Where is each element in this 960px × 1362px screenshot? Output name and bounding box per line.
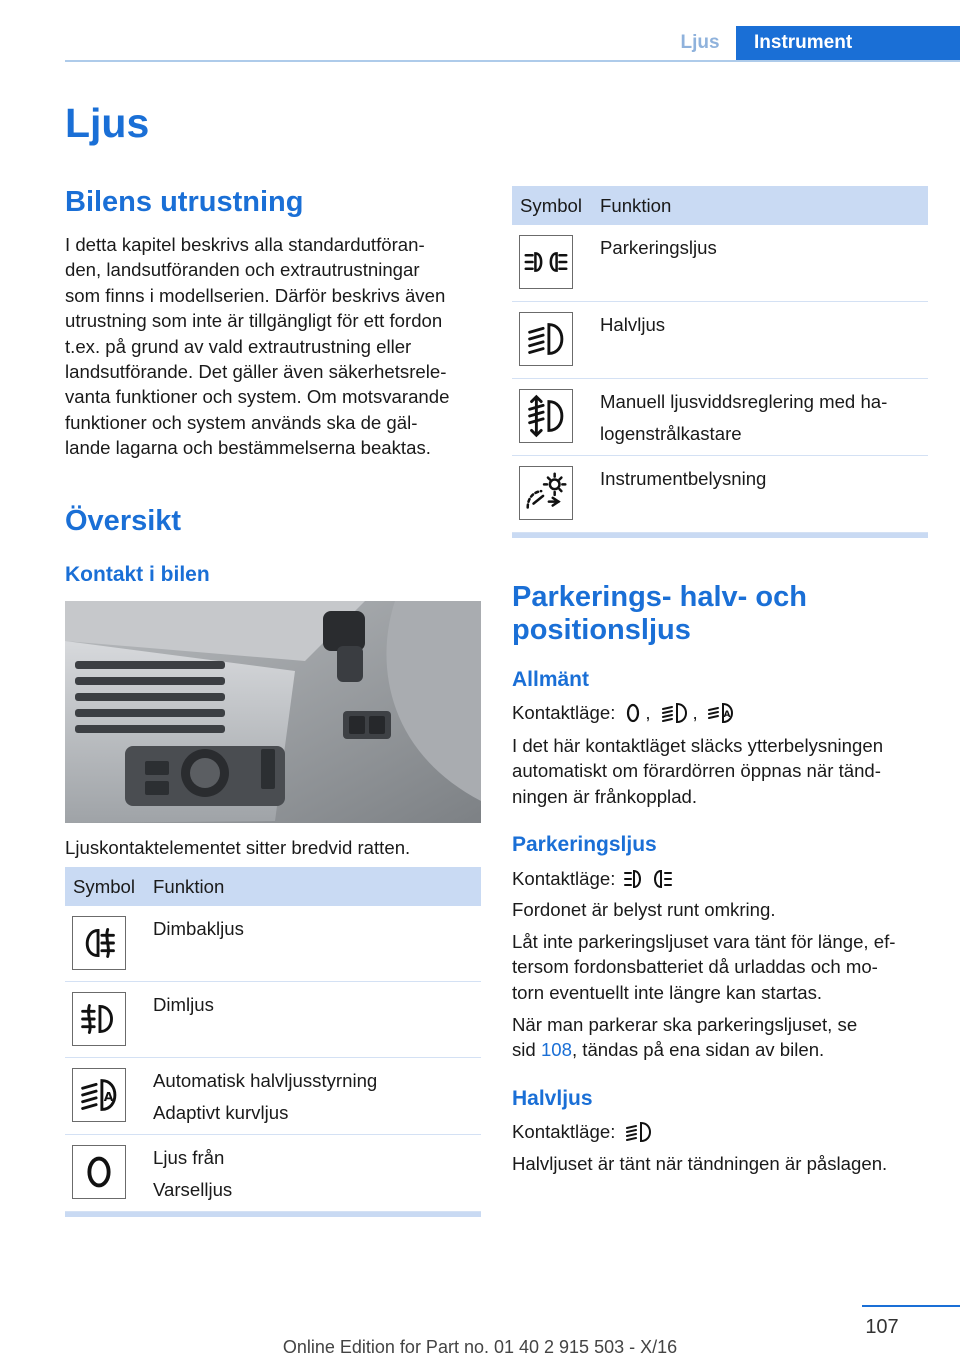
column-header-symbol: Symbol bbox=[73, 876, 136, 897]
equipment-line: t.ex. på grund av vald extrautrustning eller bbox=[65, 335, 412, 357]
function-text: logenstrålkastare bbox=[600, 423, 742, 444]
parking-section-heading-line: Parkerings- halv- och bbox=[512, 581, 807, 613]
page-number: 107 bbox=[865, 1316, 899, 1338]
low-beam-icon bbox=[519, 312, 573, 366]
low-beam-heading: Halvljus bbox=[512, 1087, 593, 1110]
equipment-line: I detta kapitel beskrivs alla standardutföran‐ bbox=[65, 234, 425, 255]
low-beam-line: Halvljuset är tänt när tändningen är påslagen. bbox=[512, 1153, 888, 1174]
parking-line: När man parkerar ska parkeringsljuset, se bbox=[512, 1014, 858, 1035]
header-chapter-tab: Instrument bbox=[736, 26, 960, 62]
switch-label: Kontaktläge: bbox=[512, 1121, 616, 1142]
front-fog-light-icon bbox=[72, 992, 126, 1046]
svg-text:A: A bbox=[103, 1088, 114, 1104]
general-switch-line bbox=[512, 700, 738, 725]
parking-section-heading-line: positionsljus bbox=[512, 614, 691, 646]
automatic-low-beam-icon bbox=[72, 1068, 126, 1122]
low-beam-icon bbox=[623, 1120, 655, 1144]
function-text: Dimbakljus bbox=[153, 918, 244, 939]
table-row bbox=[512, 379, 928, 456]
function-text: Instrumentbelysning bbox=[600, 468, 767, 489]
reference-suffix: , tändas på ena sidan av bilen. bbox=[571, 1039, 825, 1060]
edition-footer: Online Edition for Part no. 01 40 2 915 503 - X/16 bbox=[282, 1337, 678, 1357]
svg-text:A: A bbox=[723, 709, 731, 720]
function-text: Dimljus bbox=[153, 994, 214, 1015]
general-text bbox=[512, 733, 883, 809]
parking-line: tersom fordonsbatteriet då urladdas och mo‐ bbox=[512, 956, 878, 978]
rear-fog-light-icon bbox=[72, 916, 126, 970]
lights-off-icon bbox=[623, 701, 643, 725]
automatic-low-beam-icon bbox=[706, 701, 736, 725]
lights-off-icon bbox=[72, 1145, 126, 1199]
table-row bbox=[65, 906, 481, 982]
function-text: Varselljus bbox=[153, 1179, 233, 1200]
parking-lights-icon bbox=[519, 235, 573, 289]
photo-caption: Ljuskontaktelementet sitter bredvid ratten. bbox=[65, 837, 411, 858]
equipment-heading: Bilens utrustning bbox=[65, 186, 304, 218]
parking-section-heading bbox=[512, 581, 807, 647]
function-text: Manuell ljusviddsreglering med ha‐ bbox=[600, 391, 888, 412]
table-bottom-rule bbox=[512, 533, 928, 538]
parking-lights-icon bbox=[623, 867, 675, 891]
page-reference-link[interactable]: 108 bbox=[540, 1039, 572, 1060]
light-switch-photo bbox=[65, 601, 481, 823]
equipment-line: funktioner och system används ska de gäl‐ bbox=[65, 411, 418, 433]
low-beam-switch-line bbox=[512, 1119, 657, 1144]
function-text: Halvljus bbox=[600, 314, 666, 335]
parking-line: Fordonet är belyst runt omkring. bbox=[512, 899, 776, 920]
table-row bbox=[512, 225, 928, 302]
table-header bbox=[65, 867, 481, 906]
parking-lights-heading: Parkeringsljus bbox=[512, 833, 657, 856]
table-header bbox=[512, 186, 928, 225]
equipment-line: vanta funktioner och system. Om motsvarande bbox=[65, 386, 450, 408]
parking-reference-line bbox=[512, 1037, 824, 1062]
column-header-function: Funktion bbox=[600, 195, 672, 216]
headlight-range-control-icon bbox=[519, 389, 573, 443]
general-line: ningen är frånkopplad. bbox=[512, 785, 698, 807]
separator: , bbox=[645, 702, 651, 723]
instrument-lighting-icon bbox=[519, 466, 573, 520]
function-text: Parkeringsljus bbox=[600, 237, 717, 258]
table-row bbox=[512, 302, 928, 379]
symbol-table-right bbox=[512, 186, 928, 538]
column-header-function: Funktion bbox=[153, 876, 225, 897]
function-text: Automatisk halvljusstyrning bbox=[153, 1070, 378, 1091]
page-title: Ljus bbox=[65, 100, 150, 146]
parking-line: torn eventuellt inte längre kan startas. bbox=[512, 981, 823, 1003]
reference-prefix: sid bbox=[512, 1039, 541, 1060]
separator: , bbox=[692, 702, 698, 723]
switch-label: Kontaktläge: bbox=[512, 868, 616, 889]
footer-rule bbox=[862, 1305, 960, 1307]
switch-label: Kontaktläge: bbox=[512, 702, 616, 723]
table-row bbox=[65, 1058, 481, 1135]
table-row bbox=[512, 456, 928, 533]
equipment-text bbox=[65, 232, 449, 461]
overview-subheading: Kontakt i bilen bbox=[65, 563, 210, 586]
overview-heading: Översikt bbox=[65, 505, 182, 537]
header-rule bbox=[65, 60, 960, 62]
parking-warning-text bbox=[512, 929, 895, 1005]
parking-line: Låt inte parkeringsljuset vara tänt för länge, ef‐ bbox=[512, 931, 896, 952]
table-bottom-rule bbox=[65, 1212, 481, 1217]
parking-switch-line bbox=[512, 866, 677, 891]
equipment-line: som finns i modellserien. Därför beskrivs även bbox=[65, 284, 446, 306]
equipment-line: den, landsutföranden och extrautrustningar bbox=[65, 259, 420, 281]
symbol-table-left bbox=[65, 867, 481, 1217]
equipment-line: utrustning som inte är tillgängligt för ett fordon bbox=[65, 310, 443, 332]
function-text: Ljus från bbox=[153, 1147, 225, 1168]
equipment-line: landsutförande. Det gäller även säkerhetsrele‐ bbox=[65, 361, 447, 383]
function-text: Adaptivt kurvljus bbox=[153, 1102, 289, 1123]
equipment-line: lande lagarna och bestämmelserna beaktas. bbox=[65, 437, 431, 459]
table-row bbox=[65, 982, 481, 1058]
column-header-symbol: Symbol bbox=[520, 195, 583, 216]
table-row bbox=[65, 1135, 481, 1212]
general-line: I det här kontaktläget släcks ytterbelysningen bbox=[512, 735, 884, 756]
general-line: automatiskt om förardörren öppnas när tänd‐ bbox=[512, 760, 881, 782]
low-beam-icon bbox=[659, 701, 691, 725]
header-section-label: Ljus bbox=[680, 32, 720, 53]
general-heading: Allmänt bbox=[512, 668, 590, 691]
